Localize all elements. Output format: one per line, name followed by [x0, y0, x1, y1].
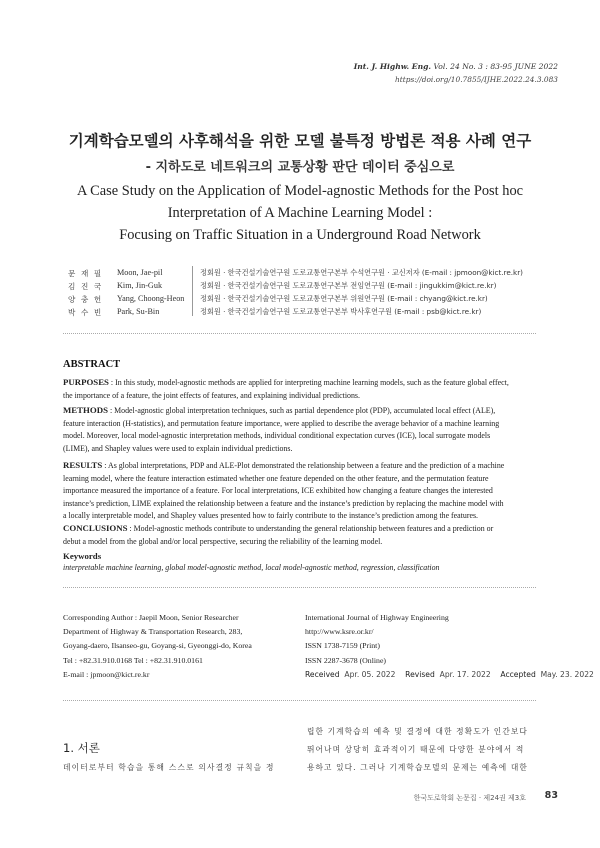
author-row: [0, 294, 600, 306]
abstract-purposes: PURPOSES : In this study, model-agnostic methods are applied for interpreting machine learning models, such as the feature global effect, the importance of a feature, the joint effects of features, and explaining individual predictions.: [63, 377, 509, 400]
abstract-results: RESULTS : As global interpretations, PDP and ALE-Plot demonstrated the relationship between a feature and the prediction of a machine learning model, where the feature interaction estimated whether one feature depended on the other feature, and the permutation feature importance measured the importance of a feature. For local interpretations, ICE exhibited how changing a feature changes the interested instance’s prediction, LIME explained the relationship between a feature and the instance’s prediction by replacing the machine model with a locally interpretable model, and Shapley values presented how to fairly contribute to the instance’s prediction among the features.: [63, 460, 505, 521]
subtitle-korean: - 지하도로 네트워크의 교통상황 판단 데이터 중심으로: [145, 160, 455, 175]
section-divider: [63, 587, 536, 588]
journal-info-block: International Journal of Highway Engineering http://www.ksre.or.kr/ ISSN 1738-7159 (Print) ISSN 2287-3678 (Online): [305, 613, 449, 665]
doi-link[interactable]: https://doi.org/10.7855/IJHE.2022.24.3.083: [395, 75, 558, 84]
keywords-list: interpretable machine learning, global model-agnostic method, local model-agnostic method, regression, classification: [63, 563, 440, 572]
author-name-en: Moon, Jae-pil: [117, 268, 163, 277]
author-row: [0, 307, 600, 319]
purposes-label: PURPOSES: [63, 377, 109, 387]
author-row: [0, 268, 600, 280]
journal-url[interactable]: http://www.ksre.or.kr/: [305, 627, 374, 637]
author-name-ko: 문 재 필: [68, 269, 103, 278]
title-english-line1: A Case Study on the Application of Model-agnostic Methods for the Post hoc: [76, 183, 524, 199]
title-korean: 기계학습모델의 사후해석을 위한 모델 불특정 방법론 적용 사례 연구: [68, 132, 532, 150]
author-affiliation: 정회원 · 한국건설기술연구원 도로교통연구본부 위원연구원 (E-mail : chyang@kict.re.kr): [200, 294, 488, 303]
methods-label: METHODS: [63, 405, 108, 415]
abstract-conclusions: CONCLUSIONS : Model-agnostic methods contribute to understanding the general relationship between features and a prediction or debut a model from the global and/or local perspective, securing the reliability of the learning model.: [63, 523, 494, 546]
author-affiliation: 정회원 · 한국건설기술연구원 도로교통연구본부 전임연구원 (E-mail : jingukkim@kict.re.kr): [200, 281, 497, 290]
corresponding-email[interactable]: E-mail : jpmoon@kict.re.kr: [63, 669, 150, 679]
conclusions-label: CONCLUSIONS: [63, 523, 128, 533]
author-row: [0, 281, 600, 293]
author-affiliation: 정회원 · 한국건설기술연구원 도로교통연구본부 박사후연구원 (E-mail : psb@kict.re.kr): [200, 307, 482, 316]
body-text-right-line: 용하고 있다. 그러나 기계학습모델의 문제는 예측에 대한: [307, 763, 528, 772]
author-name-ko: 박 수 빈: [68, 308, 103, 317]
results-label: RESULTS: [63, 460, 103, 470]
body-text-left: 데이터로부터 학습을 통해 스스로 의사결정 규칙을 정: [63, 763, 275, 772]
author-affiliation: 정회원 · 한국건설기술연구원 도로교통연구본부 수석연구원 · 교신저자 (E-mail : jpmoon@kict.re.kr): [200, 268, 523, 277]
abstract-methods: METHODS : Model-agnostic global interpretation techniques, such as partial dependence plot (PDP), accumulated local effect (ALE), feature interaction (H-statistics), and permutation feature importance, were applied to describe the average behavior of a machine learning model. Moreover, local model-agnostic interpretation methods, individual conditional expectation curves (ICE), local surrogate models (LIME), and Shapley values were used to explain individual predictions.: [63, 405, 500, 453]
body-text-right-line: 립한 기계학습의 예측 및 결정에 대한 정확도가 인간보다: [307, 727, 528, 736]
article-dates: Received Apr. 05. 2022 Revised Apr. 17. 2022 Accepted May. 23. 2022: [305, 670, 594, 679]
footer-journal: 한국도로학회 논문집 · 제24권 제3호: [413, 794, 526, 802]
section-divider: [63, 700, 536, 701]
author-name-ko: 김 진 국: [68, 282, 103, 291]
author-name-en: Kim, Jin-Guk: [117, 281, 163, 290]
author-name-en: Yang, Choong-Heon: [117, 294, 185, 303]
section-heading-introduction: 1. 서론: [63, 741, 100, 755]
correspondence-block: Corresponding Author : Jaepil Moon, Senior Researcher Department of Highway & Transportation Research, 283, Goyang-daero, Ilsanseo-gu, Goyang-si, Gyeonggi-do, Korea Tel : +82.31.910.0168 Tel : +82.31.910.0161 E-mail : jpmoon@kict.re.kr: [63, 611, 252, 682]
journal-abbrev: Int. J. Highw. Eng.: [353, 62, 432, 71]
body-text-right-line: 뛰어나며 상당히 효과적이기 때문에 다양한 분야에서 적: [307, 745, 525, 754]
keywords-heading: Keywords: [63, 551, 102, 561]
journal-citation: [354, 62, 558, 71]
page-number: 83: [544, 790, 558, 801]
title-english-line2: Interpretation of A Machine Learning Model :: [167, 205, 433, 221]
section-divider: [63, 333, 536, 334]
journal-volume: Vol. 24 No. 3 : 83-95 JUNE 2022: [433, 62, 558, 71]
abstract-heading: ABSTRACT: [63, 359, 121, 370]
author-name-en: Park, Su-Bin: [117, 307, 160, 316]
title-english-line3: Focusing on Traffic Situation in a Underground Road Network: [119, 227, 481, 243]
author-name-ko: 양 충 헌: [68, 295, 103, 304]
